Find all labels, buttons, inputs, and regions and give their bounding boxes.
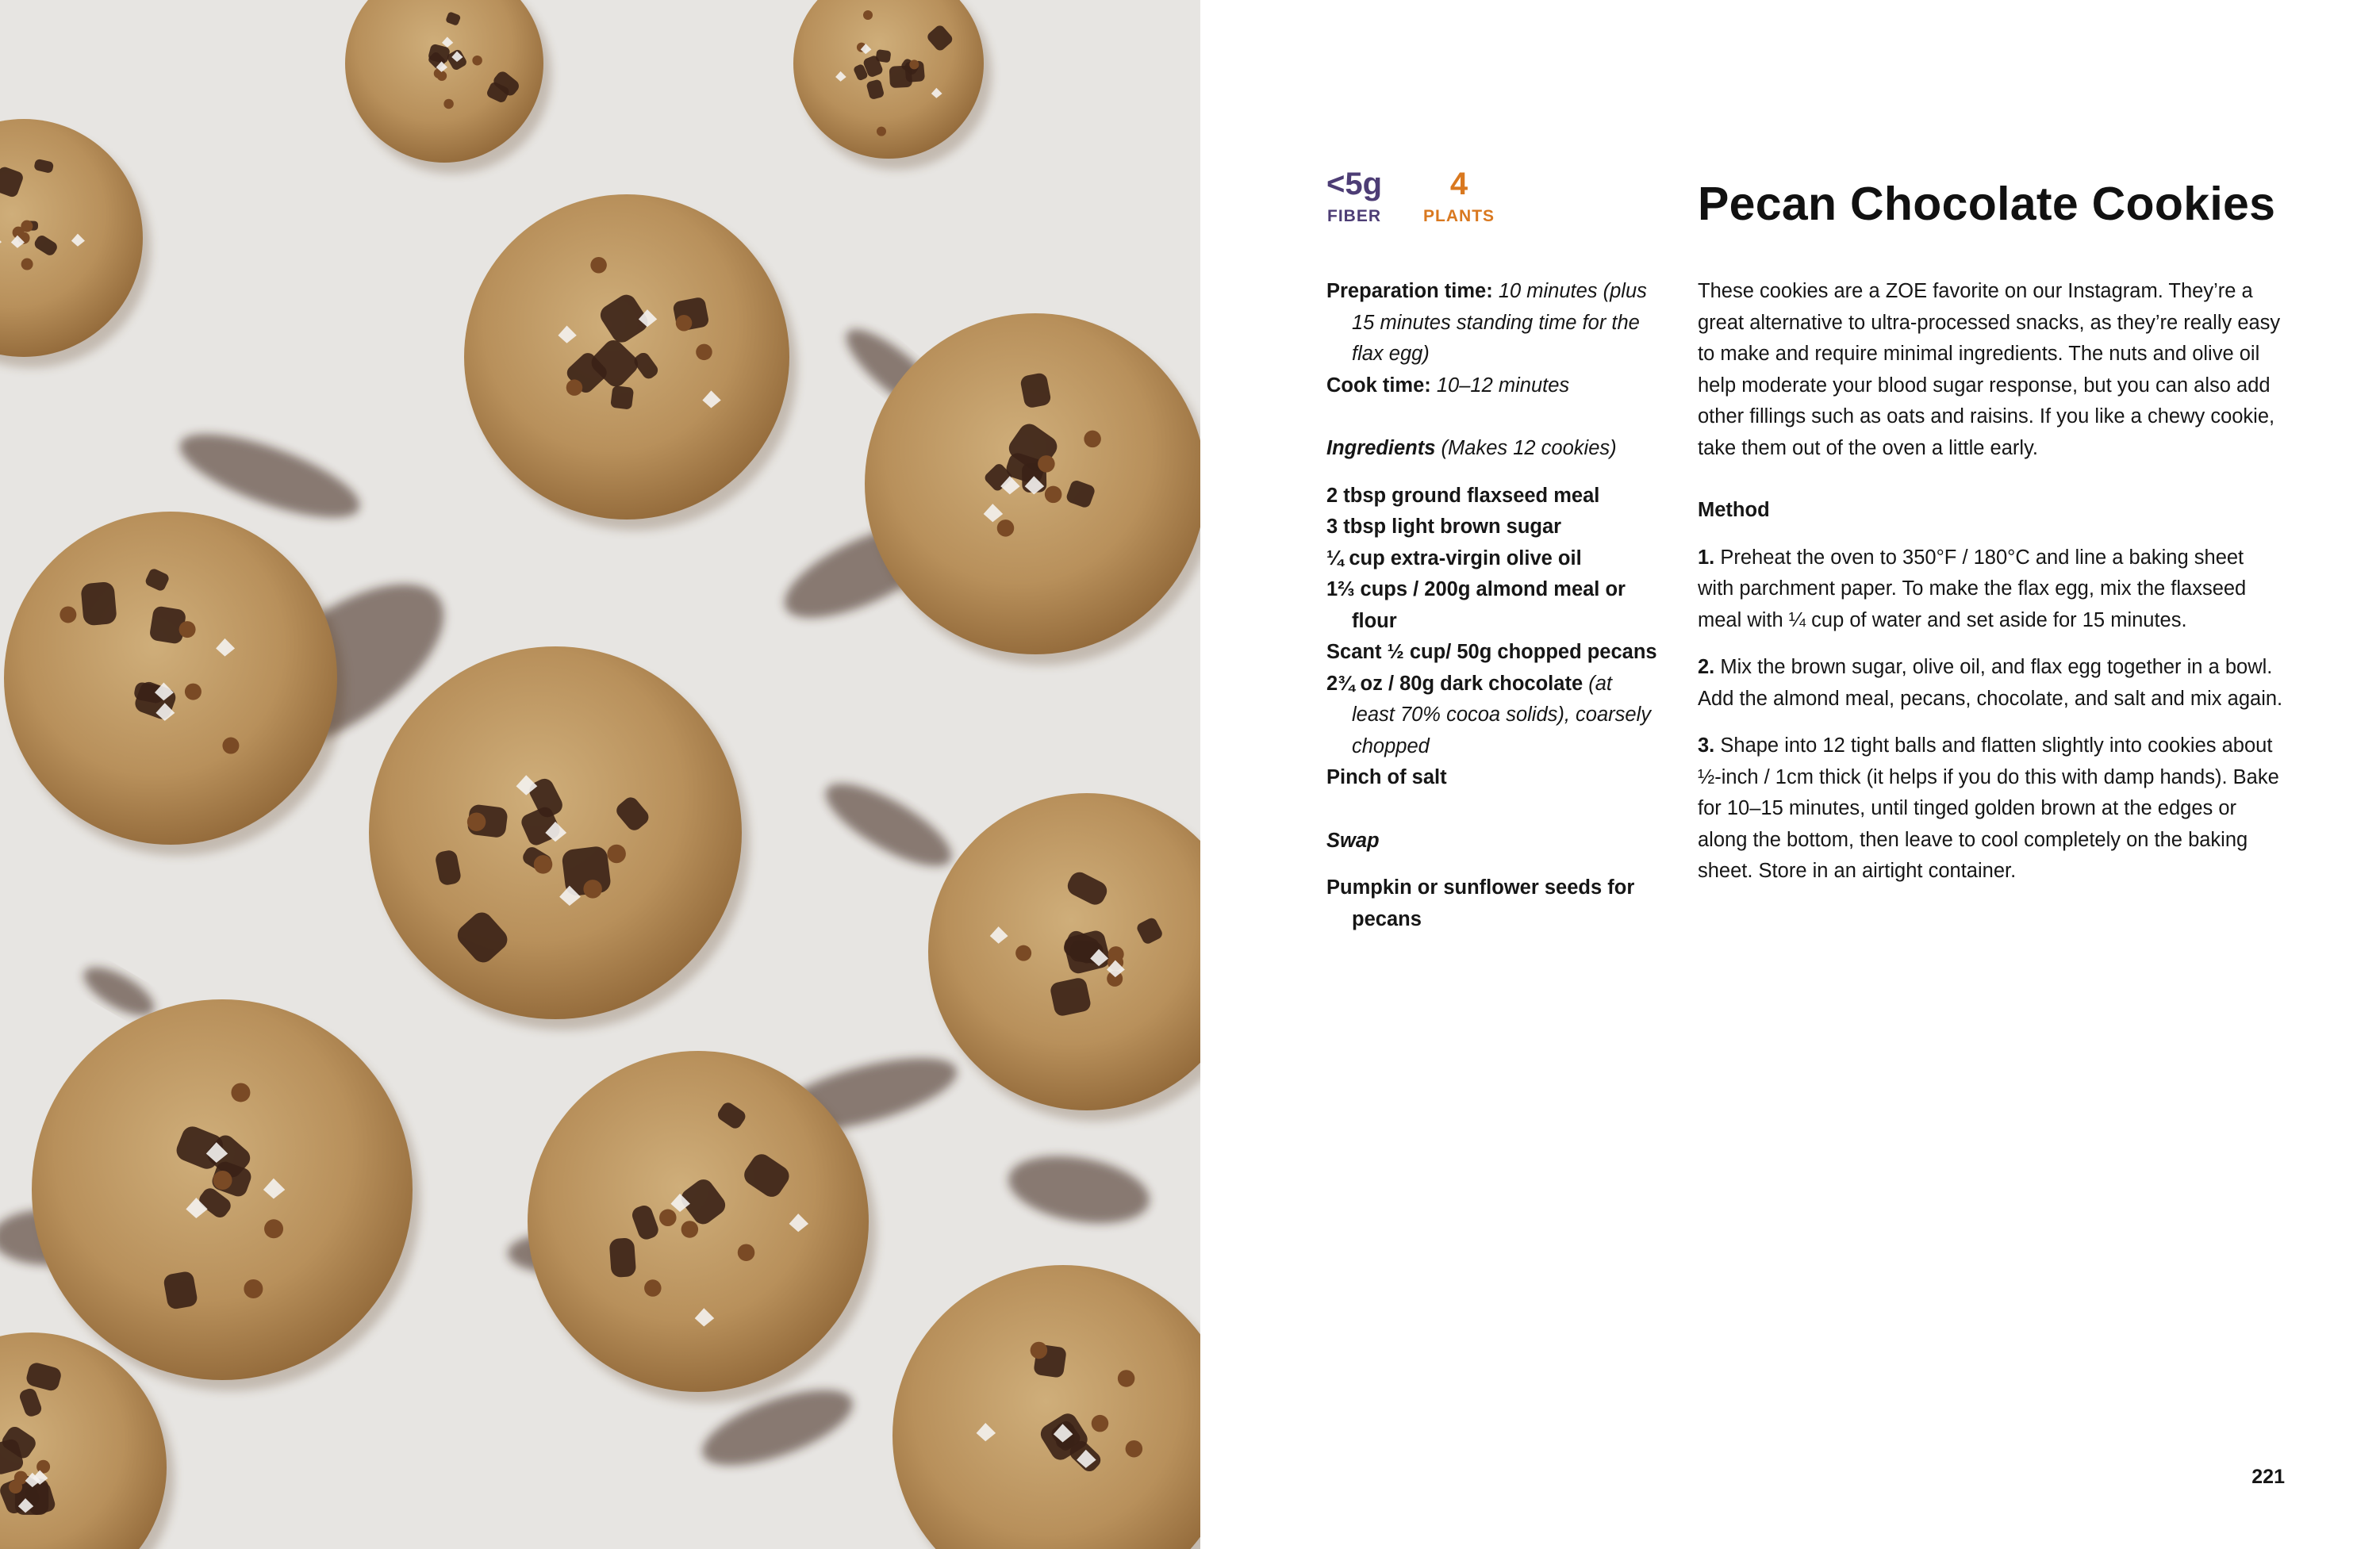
chocolate-note: (at least 70% cocoa solids), coarsely chopped (1352, 672, 1652, 757)
recipe-details-column (1326, 276, 1660, 935)
step-text: Preheat the oven to 350°F / 180°C and line a baking sheet with parchment paper. To make the flax egg, mix the flaxseed meal with ¼ cup of water and set aside for 15 minutes. (1698, 546, 2247, 631)
prep-time-value: 10 minutes (plus 15 minutes standing time for the flax egg) (1352, 280, 1647, 365)
ingredients-heading-label: Ingredients (1326, 437, 1436, 459)
step-number: 1. (1698, 546, 1715, 569)
ingredient-list (1326, 481, 1660, 794)
ingredients-heading (1326, 433, 1660, 465)
ingredients-yield: (Makes 12 cookies) (1441, 437, 1617, 459)
ingredient-item: 1⅔ cups / 200g almond meal or flour (1326, 578, 1626, 632)
ingredient-item: Scant ½ cup/ 50g chopped pecans (1326, 641, 1657, 663)
plants-stat (1423, 167, 1495, 227)
ingredient-item: 3 tbsp light brown sugar (1326, 516, 1562, 538)
page-number: 221 (2251, 1466, 2285, 1488)
method-step (1698, 730, 2285, 888)
step-number: 3. (1698, 734, 1715, 757)
recipe-intro: These cookies are a ZOE favorite on our Instagram. They’re a great alternative to ultra-processed snacks, as they’re really easy to make and require minimal ingredients. The nuts and olive oil help moderate your blood sugar response, but you can also add other fillings such as oats and raisins. If you like a chewy cookie, take them out of the oven a little early. (1698, 280, 2281, 459)
swap-item: Pumpkin or sunflower seeds for pecans (1326, 876, 1635, 930)
nutrition-stats (1326, 167, 1495, 227)
ingredient-item: 2 tbsp ground flaxseed meal (1326, 484, 1600, 507)
step-text: Shape into 12 tight balls and flatten slightly into cookies about ½-inch / 1cm thick (it helps if you do this with damp hands). Bake for 10–15 minutes, until tinged golden brown at the edges or along the bottom, then leave to cool completely on the baking sheet. Store in an airtight container. (1698, 734, 2279, 882)
cook-time-label: Cook time: (1326, 374, 1431, 397)
prep-time-label: Preparation time: (1326, 280, 1493, 302)
step-text: Mix the brown sugar, olive oil, and flax egg together in a bowl. Add the almond meal, pecans, chocolate, and salt and mix again. (1698, 656, 2283, 710)
step-number: 2. (1698, 656, 1715, 678)
swap-heading: Swap (1326, 829, 1380, 852)
chocolate-ingredient: 2¾ oz / 80g dark chocolate (1326, 672, 1583, 695)
fiber-label: FIBER (1327, 207, 1382, 225)
method-step (1698, 543, 2285, 637)
fiber-stat (1326, 167, 1382, 227)
ingredient-item: ¼ cup extra-virgin olive oil (1326, 546, 1582, 569)
cook-time-value: 10–12 minutes (1436, 374, 1570, 397)
method-step (1698, 652, 2285, 715)
cook-time (1326, 370, 1660, 402)
method-heading: Method (1698, 499, 1770, 521)
ingredient-item: Pinch of salt (1326, 766, 1447, 788)
plants-value: 4 (1449, 167, 1468, 201)
ingredient-item-chocolate (1326, 669, 1660, 763)
plants-label: PLANTS (1423, 207, 1495, 225)
fiber-value: <5g (1326, 167, 1383, 201)
recipe-instructions-column (1698, 276, 2285, 888)
prep-time (1326, 276, 1660, 370)
recipe-title: Pecan Chocolate Cookies (1698, 178, 2276, 230)
